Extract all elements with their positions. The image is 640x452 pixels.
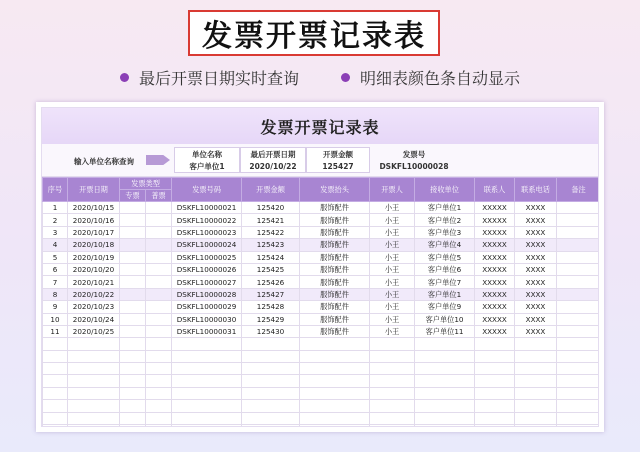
cell-empty[interactable]	[415, 387, 475, 399]
cell-empty[interactable]	[475, 338, 515, 350]
table-row	[43, 239, 600, 251]
cell-empty[interactable]	[120, 400, 146, 412]
cell-amount[interactable]: 125428	[242, 301, 300, 313]
feature-item-2	[341, 66, 520, 89]
cell-issuer[interactable]: 小王	[370, 325, 415, 337]
cell-empty[interactable]	[415, 400, 475, 412]
cell-empty[interactable]	[68, 350, 120, 362]
cell-empty[interactable]	[242, 400, 300, 412]
cell-empty[interactable]	[515, 375, 557, 387]
cell-receiver[interactable]: 客户单位5	[415, 251, 475, 263]
cell-header[interactable]: 服饰配件	[300, 226, 370, 238]
cell-empty[interactable]	[120, 387, 146, 399]
cell-contact[interactable]: XXXXX	[475, 251, 515, 263]
cell-contact[interactable]: XXXXX	[475, 239, 515, 251]
cell-empty[interactable]	[515, 350, 557, 362]
cell-amount[interactable]: 125423	[242, 239, 300, 251]
cell-note[interactable]	[557, 325, 599, 337]
cell-seq[interactable]: 4	[43, 239, 68, 251]
cell-date[interactable]: 2020/10/18	[68, 239, 120, 251]
cell-empty[interactable]	[300, 400, 370, 412]
col-receiver: 接收单位	[415, 178, 475, 202]
cell-seq[interactable]: 7	[43, 276, 68, 288]
cell-header[interactable]: 服饰配件	[300, 214, 370, 226]
cell-issuer[interactable]: 小王	[370, 301, 415, 313]
cell-normal[interactable]	[146, 251, 172, 263]
cell-empty[interactable]	[146, 412, 172, 424]
cell-special[interactable]	[120, 214, 146, 226]
cell-special[interactable]	[120, 288, 146, 300]
col-type-special: 专票	[120, 190, 146, 202]
cell-empty[interactable]	[515, 338, 557, 350]
cell-invoice-no[interactable]: DSKFL10000031	[172, 325, 242, 337]
cell-issuer[interactable]: 小王	[370, 263, 415, 275]
table-row-empty	[43, 363, 600, 375]
cell-empty[interactable]	[557, 350, 599, 362]
cell-receiver[interactable]: 客户单位1	[415, 202, 475, 214]
cell-empty[interactable]	[370, 350, 415, 362]
cell-invoice-no[interactable]: DSKFL10000029	[172, 301, 242, 313]
cell-empty[interactable]	[415, 425, 475, 427]
cell-empty[interactable]	[172, 363, 242, 375]
cell-receiver[interactable]: 客户单位11	[415, 325, 475, 337]
cell-normal[interactable]	[146, 301, 172, 313]
cell-note[interactable]	[557, 239, 599, 251]
cell-empty[interactable]	[120, 375, 146, 387]
table-row	[43, 301, 600, 313]
cell-special[interactable]	[120, 239, 146, 251]
cell-normal[interactable]	[146, 276, 172, 288]
cell-issuer[interactable]: 小王	[370, 202, 415, 214]
cell-phone[interactable]: XXXX	[515, 288, 557, 300]
query-label: 输入单位名称查询	[74, 157, 134, 166]
cell-empty[interactable]	[515, 387, 557, 399]
cell-empty[interactable]	[43, 412, 68, 424]
cell-empty[interactable]	[370, 363, 415, 375]
cell-invoice-no[interactable]: DSKFL10000024	[172, 239, 242, 251]
table-row-empty	[43, 338, 600, 350]
cell-note[interactable]	[557, 226, 599, 238]
invoice-no-value: DSKFL10000028	[379, 162, 449, 171]
cell-contact[interactable]: XXXXX	[475, 301, 515, 313]
cell-header[interactable]: 服饰配件	[300, 263, 370, 275]
table-row	[43, 251, 600, 263]
cell-date[interactable]: 2020/10/23	[68, 301, 120, 313]
cell-amount[interactable]: 125425	[242, 263, 300, 275]
cell-header[interactable]: 服饰配件	[300, 288, 370, 300]
cell-empty[interactable]	[300, 425, 370, 427]
cell-empty[interactable]	[370, 412, 415, 424]
cell-phone[interactable]: XXXX	[515, 214, 557, 226]
cell-empty[interactable]	[415, 350, 475, 362]
feature-text-1: 最后开票日期实时查询	[138, 68, 299, 88]
feature-text-2: 明细表颜色条自动显示	[360, 68, 521, 88]
cell-empty[interactable]	[172, 412, 242, 424]
cell-note[interactable]	[557, 301, 599, 313]
cell-normal[interactable]	[146, 313, 172, 325]
spreadsheet-card	[36, 102, 604, 432]
col-phone: 联系电话	[515, 178, 557, 202]
cell-contact[interactable]: XXXXX	[475, 276, 515, 288]
cell-note[interactable]	[557, 214, 599, 226]
cell-invoice-no[interactable]: DSKFL10000021	[172, 202, 242, 214]
cell-empty[interactable]	[120, 350, 146, 362]
cell-empty[interactable]	[242, 350, 300, 362]
sheet-title: 发票开票记录表	[42, 108, 598, 144]
cell-empty[interactable]	[68, 425, 120, 427]
cell-empty[interactable]	[242, 363, 300, 375]
cell-empty[interactable]	[68, 412, 120, 424]
cell-amount[interactable]: 125430	[242, 325, 300, 337]
cell-header[interactable]: 服饰配件	[300, 301, 370, 313]
bullet-dot-icon	[341, 73, 350, 82]
cell-amount[interactable]: 125429	[242, 313, 300, 325]
cell-amount[interactable]: 125421	[242, 214, 300, 226]
cell-empty[interactable]	[515, 425, 557, 427]
cell-issuer[interactable]: 小王	[370, 288, 415, 300]
col-contact: 联系人	[475, 178, 515, 202]
cell-empty[interactable]	[172, 425, 242, 427]
cell-empty[interactable]	[68, 375, 120, 387]
cell-empty[interactable]	[146, 375, 172, 387]
cell-empty[interactable]	[172, 338, 242, 350]
cell-contact[interactable]: XXXXX	[475, 288, 515, 300]
cell-empty[interactable]	[415, 338, 475, 350]
cell-empty[interactable]	[120, 363, 146, 375]
cell-empty[interactable]	[172, 387, 242, 399]
amount-value: 125427	[322, 162, 354, 171]
col-amount: 开票金额	[242, 178, 300, 202]
cell-invoice-no[interactable]: DSKFL10000030	[172, 313, 242, 325]
table-row-empty	[43, 412, 600, 424]
cell-amount[interactable]: 125420	[242, 202, 300, 214]
cell-empty[interactable]	[146, 338, 172, 350]
cell-phone[interactable]: XXXX	[515, 276, 557, 288]
cell-date[interactable]: 2020/10/17	[68, 226, 120, 238]
cell-amount[interactable]: 125426	[242, 276, 300, 288]
cell-normal[interactable]	[146, 325, 172, 337]
cell-empty[interactable]	[370, 387, 415, 399]
spreadsheet	[41, 107, 599, 427]
cell-empty[interactable]	[415, 412, 475, 424]
last-date-value: 2020/10/22	[249, 162, 297, 171]
col-note: 备注	[557, 178, 599, 202]
cell-empty[interactable]	[43, 400, 68, 412]
table-row-empty	[43, 375, 600, 387]
cell-empty[interactable]	[475, 425, 515, 427]
cell-empty[interactable]	[300, 375, 370, 387]
amount-label: 开票金额	[323, 150, 353, 159]
cell-contact[interactable]: XXXXX	[475, 313, 515, 325]
cell-date[interactable]: 2020/10/24	[68, 313, 120, 325]
headline: 发票开票记录表	[202, 19, 426, 54]
cell-date[interactable]: 2020/10/16	[68, 214, 120, 226]
cell-phone[interactable]: XXXX	[515, 239, 557, 251]
cell-note[interactable]	[557, 288, 599, 300]
cell-empty[interactable]	[146, 400, 172, 412]
cell-empty[interactable]	[515, 412, 557, 424]
cell-note[interactable]	[557, 263, 599, 275]
cell-empty[interactable]	[43, 338, 68, 350]
cell-empty[interactable]	[242, 338, 300, 350]
cell-empty[interactable]	[557, 425, 599, 427]
cell-seq[interactable]: 6	[43, 263, 68, 275]
cell-normal[interactable]	[146, 226, 172, 238]
col-invoice-no: 发票号码	[172, 178, 242, 202]
cell-empty[interactable]	[43, 363, 68, 375]
cell-empty[interactable]	[242, 387, 300, 399]
cell-normal[interactable]	[146, 214, 172, 226]
feature-list	[0, 64, 640, 90]
cell-empty[interactable]	[557, 363, 599, 375]
cell-empty[interactable]	[172, 350, 242, 362]
cell-invoice-no[interactable]: DSKFL10000026	[172, 263, 242, 275]
unit-name-input[interactable]: 客户单位1	[189, 162, 225, 171]
cell-empty[interactable]	[43, 425, 68, 427]
cell-empty[interactable]	[68, 400, 120, 412]
cell-empty[interactable]	[120, 338, 146, 350]
cell-empty[interactable]	[475, 400, 515, 412]
cell-phone[interactable]: XXXX	[515, 325, 557, 337]
cell-date[interactable]: 2020/10/15	[68, 202, 120, 214]
cell-header[interactable]: 服饰配件	[300, 202, 370, 214]
cell-empty[interactable]	[370, 375, 415, 387]
table-row	[43, 226, 600, 238]
cell-receiver[interactable]: 客户单位1	[415, 288, 475, 300]
cell-empty[interactable]	[300, 412, 370, 424]
cell-date[interactable]: 2020/10/21	[68, 276, 120, 288]
cell-empty[interactable]	[475, 412, 515, 424]
cell-empty[interactable]	[557, 400, 599, 412]
cell-empty[interactable]	[557, 412, 599, 424]
cell-empty[interactable]	[475, 350, 515, 362]
cell-special[interactable]	[120, 202, 146, 214]
cell-invoice-no[interactable]: DSKFL10000023	[172, 226, 242, 238]
cell-receiver[interactable]: 客户单位2	[415, 214, 475, 226]
cell-empty[interactable]	[515, 400, 557, 412]
cell-empty[interactable]	[515, 363, 557, 375]
cell-empty[interactable]	[172, 400, 242, 412]
cell-seq[interactable]: 9	[43, 301, 68, 313]
cell-seq[interactable]: 10	[43, 313, 68, 325]
cell-normal[interactable]	[146, 202, 172, 214]
cell-phone[interactable]: XXXX	[515, 251, 557, 263]
invoice-no-label: 发票号	[402, 150, 426, 159]
cell-note[interactable]	[557, 202, 599, 214]
cell-seq[interactable]: 1	[43, 202, 68, 214]
cell-seq[interactable]: 3	[43, 226, 68, 238]
cell-amount[interactable]: 125422	[242, 226, 300, 238]
last-date-label: 最后开票日期	[250, 150, 296, 159]
cell-seq[interactable]: 8	[43, 288, 68, 300]
cell-special[interactable]	[120, 301, 146, 313]
cell-receiver[interactable]: 客户单位9	[415, 301, 475, 313]
table-row	[43, 288, 600, 300]
col-issuer: 开票人	[370, 178, 415, 202]
cell-contact[interactable]: XXXXX	[475, 202, 515, 214]
table-body	[43, 202, 600, 428]
col-type-normal: 普票	[146, 190, 172, 202]
cell-normal[interactable]	[146, 239, 172, 251]
col-header: 发票抬头	[300, 178, 370, 202]
cell-contact[interactable]: XXXXX	[475, 226, 515, 238]
cell-header[interactable]: 服饰配件	[300, 325, 370, 337]
cell-date[interactable]: 2020/10/22	[68, 288, 120, 300]
cell-seq[interactable]: 2	[43, 214, 68, 226]
cell-empty[interactable]	[300, 350, 370, 362]
cell-normal[interactable]	[146, 288, 172, 300]
cell-header[interactable]: 服饰配件	[300, 276, 370, 288]
headline-box	[188, 10, 440, 56]
cell-receiver[interactable]: 客户单位3	[415, 226, 475, 238]
col-date: 开票日期	[68, 178, 120, 202]
cell-invoice-no[interactable]: DSKFL10000027	[172, 276, 242, 288]
cell-empty[interactable]	[370, 400, 415, 412]
cell-empty[interactable]	[120, 412, 146, 424]
cell-special[interactable]	[120, 251, 146, 263]
cell-date[interactable]: 2020/10/20	[68, 263, 120, 275]
cell-empty[interactable]	[146, 350, 172, 362]
table-row	[43, 214, 600, 226]
cell-date[interactable]: 2020/10/25	[68, 325, 120, 337]
cell-empty[interactable]	[415, 375, 475, 387]
cell-empty[interactable]	[68, 338, 120, 350]
cell-invoice-no[interactable]: DSKFL10000025	[172, 251, 242, 263]
table-row-empty	[43, 387, 600, 399]
cell-invoice-no[interactable]: DSKFL10000028	[172, 288, 242, 300]
cell-special[interactable]	[120, 313, 146, 325]
cell-issuer[interactable]: 小王	[370, 214, 415, 226]
cell-empty[interactable]	[370, 425, 415, 427]
cell-header[interactable]: 服饰配件	[300, 313, 370, 325]
cell-note[interactable]	[557, 276, 599, 288]
cell-empty[interactable]	[370, 338, 415, 350]
feature-item-1	[120, 66, 299, 89]
cell-special[interactable]	[120, 276, 146, 288]
cell-empty[interactable]	[120, 425, 146, 427]
cell-invoice-no[interactable]: DSKFL10000022	[172, 214, 242, 226]
cell-issuer[interactable]: 小王	[370, 239, 415, 251]
cell-header[interactable]: 服饰配件	[300, 239, 370, 251]
cell-empty[interactable]	[146, 387, 172, 399]
cell-issuer[interactable]: 小王	[370, 251, 415, 263]
cell-empty[interactable]	[43, 375, 68, 387]
cell-empty[interactable]	[68, 363, 120, 375]
cell-issuer[interactable]: 小王	[370, 313, 415, 325]
cell-contact[interactable]: XXXXX	[475, 263, 515, 275]
table-row	[43, 263, 600, 275]
table-row-empty	[43, 400, 600, 412]
cell-empty[interactable]	[300, 387, 370, 399]
cell-special[interactable]	[120, 325, 146, 337]
cell-issuer[interactable]: 小王	[370, 226, 415, 238]
unit-name-label: 单位名称	[192, 150, 222, 159]
cell-seq[interactable]: 11	[43, 325, 68, 337]
cell-header[interactable]: 服饰配件	[300, 251, 370, 263]
cell-empty[interactable]	[475, 375, 515, 387]
cell-phone[interactable]: XXXX	[515, 301, 557, 313]
cell-seq[interactable]: 5	[43, 251, 68, 263]
cell-phone[interactable]: XXXX	[515, 313, 557, 325]
cell-phone[interactable]: XXXX	[515, 226, 557, 238]
table-row-empty	[43, 350, 600, 362]
cell-empty[interactable]	[415, 363, 475, 375]
cell-empty[interactable]	[557, 375, 599, 387]
cell-empty[interactable]	[146, 425, 172, 427]
cell-empty[interactable]	[43, 350, 68, 362]
cell-empty[interactable]	[242, 425, 300, 427]
cell-empty[interactable]	[475, 363, 515, 375]
table-row	[43, 313, 600, 325]
cell-receiver[interactable]: 客户单位4	[415, 239, 475, 251]
cell-receiver[interactable]: 客户单位6	[415, 263, 475, 275]
cell-note[interactable]	[557, 313, 599, 325]
cell-empty[interactable]	[146, 363, 172, 375]
cell-phone[interactable]: XXXX	[515, 263, 557, 275]
cell-empty[interactable]	[300, 363, 370, 375]
cell-empty[interactable]	[557, 338, 599, 350]
cell-receiver[interactable]: 客户单位7	[415, 276, 475, 288]
cell-note[interactable]	[557, 251, 599, 263]
cell-receiver[interactable]: 客户单位10	[415, 313, 475, 325]
arrow-right-icon	[146, 155, 170, 165]
cell-empty[interactable]	[557, 387, 599, 399]
cell-empty[interactable]	[68, 387, 120, 399]
query-panel	[42, 144, 598, 177]
table-row-empty	[43, 425, 600, 427]
table-row	[43, 202, 600, 214]
cell-empty[interactable]	[242, 412, 300, 424]
cell-special[interactable]	[120, 226, 146, 238]
table-row	[43, 276, 600, 288]
cell-issuer[interactable]: 小王	[370, 276, 415, 288]
cell-amount[interactable]: 125427	[242, 288, 300, 300]
col-seq: 序号	[43, 178, 68, 202]
table-row	[43, 325, 600, 337]
cell-date[interactable]: 2020/10/19	[68, 251, 120, 263]
bullet-dot-icon	[120, 73, 129, 82]
cell-empty[interactable]	[242, 375, 300, 387]
cell-contact[interactable]: XXXXX	[475, 214, 515, 226]
cell-empty[interactable]	[43, 387, 68, 399]
col-type: 发票类型	[120, 178, 172, 190]
invoice-table	[42, 177, 599, 427]
cell-contact[interactable]: XXXXX	[475, 325, 515, 337]
cell-empty[interactable]	[172, 375, 242, 387]
cell-special[interactable]	[120, 263, 146, 275]
cell-amount[interactable]: 125424	[242, 251, 300, 263]
cell-empty[interactable]	[475, 387, 515, 399]
cell-empty[interactable]	[300, 338, 370, 350]
cell-normal[interactable]	[146, 263, 172, 275]
cell-phone[interactable]: XXXX	[515, 202, 557, 214]
